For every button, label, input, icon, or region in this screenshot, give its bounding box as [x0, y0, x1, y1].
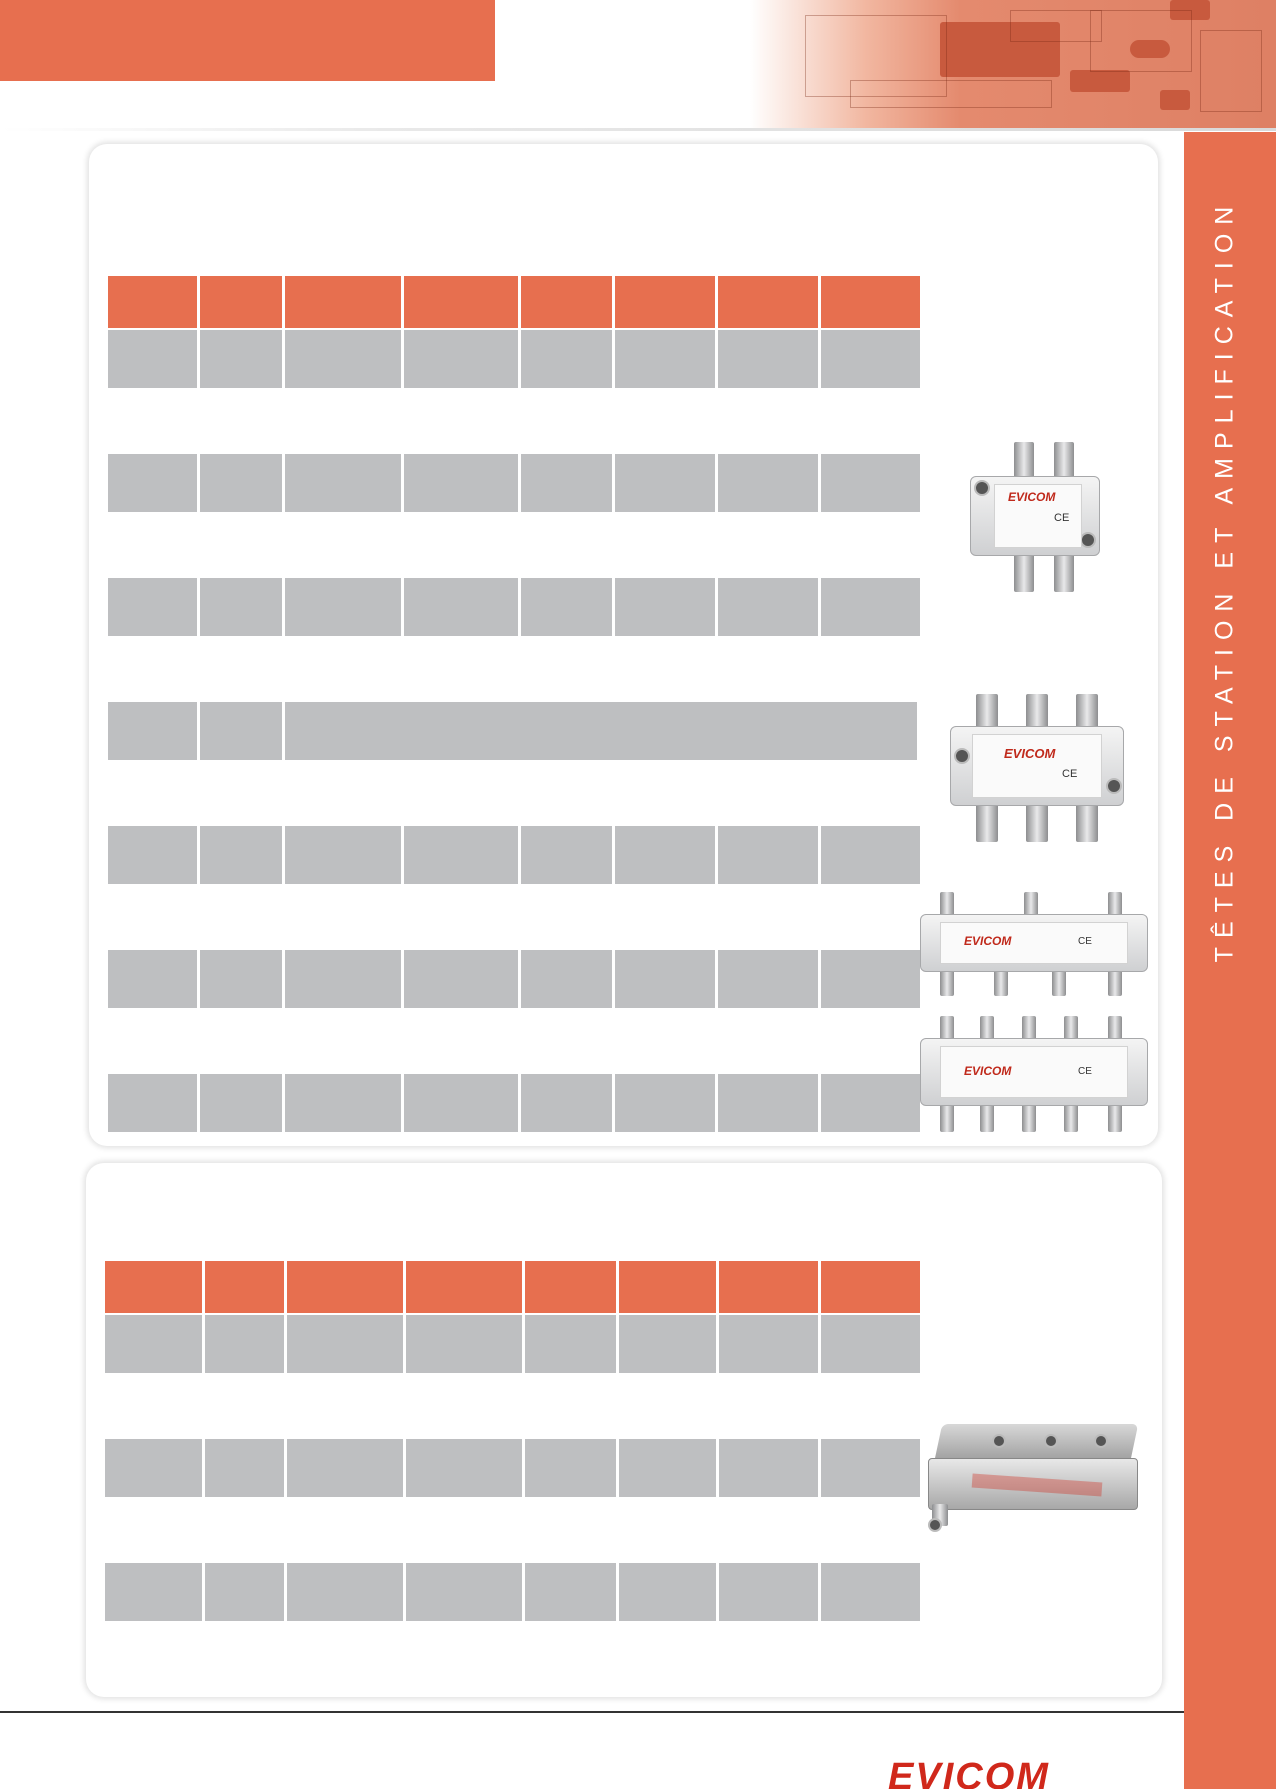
header-bar: [0, 0, 495, 81]
table-row: [105, 1439, 920, 1497]
table-row: [105, 1563, 920, 1621]
table-row: [108, 330, 920, 388]
table-row-merged: [108, 702, 917, 760]
brand-label: EVICOM: [964, 934, 1012, 948]
splitter-5-way-image: [918, 1010, 1150, 1136]
ce-mark: CE: [1078, 1066, 1092, 1077]
header-circuit-photo: [750, 0, 1276, 128]
splitter-4-way-image: [918, 890, 1150, 998]
splitter-3-way-image: [944, 686, 1130, 846]
table-row: [108, 578, 920, 636]
table-row: [108, 454, 920, 512]
footer-logo-text: EVICOM: [888, 1756, 1050, 1789]
amplifier-image: [922, 1418, 1148, 1536]
ce-mark: CE: [1062, 768, 1078, 780]
header-divider: [0, 128, 1276, 131]
splitter-2-way-image: [958, 436, 1112, 596]
footer-divider: [0, 1711, 1184, 1713]
brand-label: EVICOM: [1004, 746, 1056, 761]
brand-label: EVICOM: [964, 1064, 1012, 1078]
table-row: [108, 950, 920, 1008]
table-row: [108, 1074, 920, 1132]
sidebar-title: TÊTES DE STATION ET AMPLIFICATION: [1210, 197, 1239, 963]
table-row: [108, 826, 920, 884]
table-header-row: [108, 276, 920, 328]
ce-mark: CE: [1078, 936, 1092, 947]
table-row: [105, 1315, 920, 1373]
table-header-row: [105, 1261, 920, 1313]
ce-mark: CE: [1054, 512, 1070, 524]
footer-logo: [888, 1752, 1072, 1789]
brand-label: EVICOM: [1008, 490, 1056, 504]
